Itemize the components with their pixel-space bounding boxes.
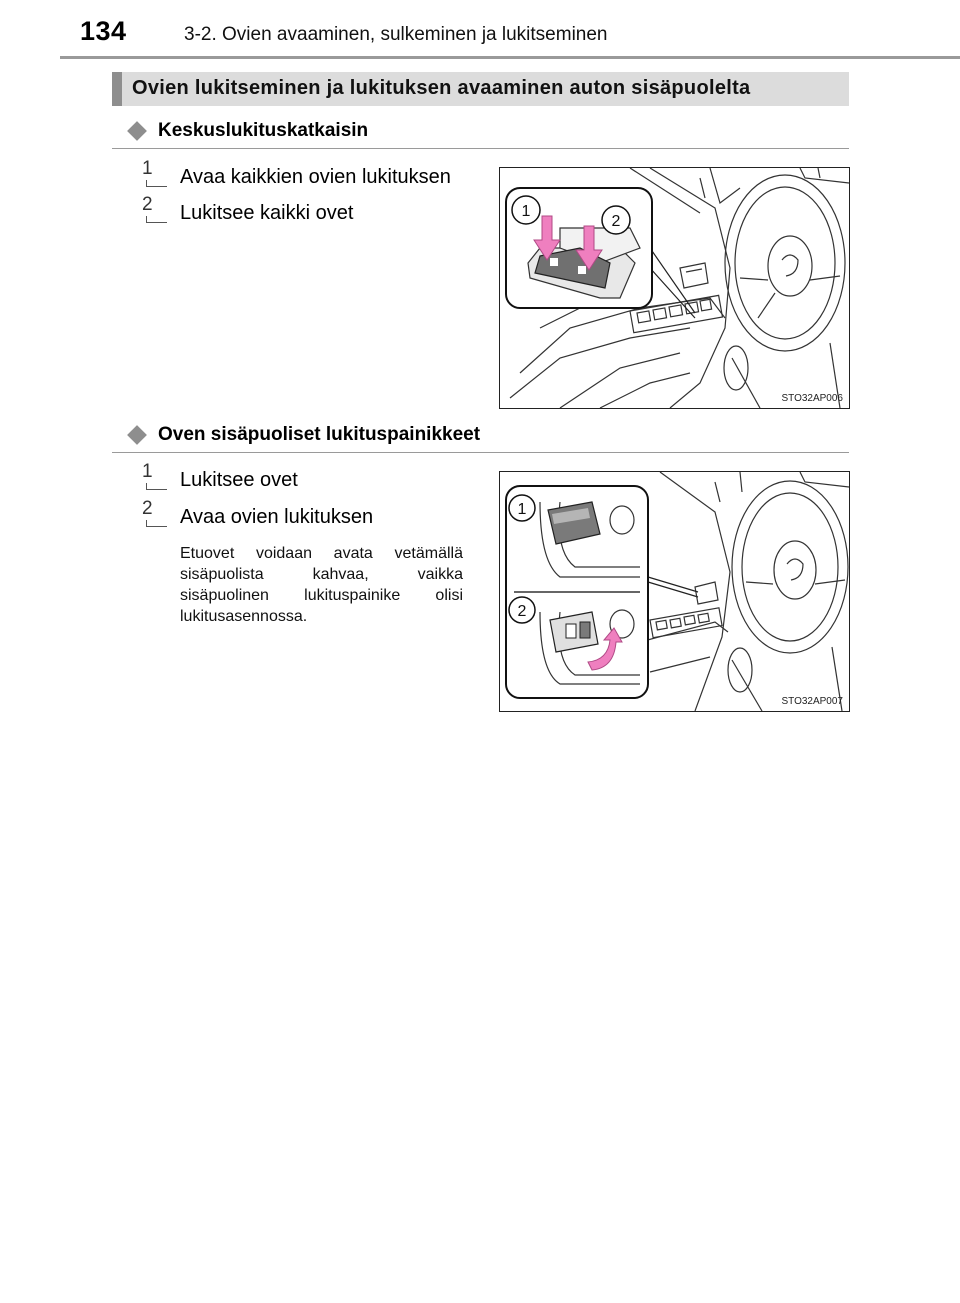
door-lock-button-illustration [500,472,849,711]
page-number: 134 [80,16,127,46]
step-text: Lukitsee kaikki ovet [180,202,354,224]
banner-accent-bar [112,72,122,106]
figure-code: STO32AP007 [781,696,843,707]
subsection-divider [112,148,849,149]
section-title: Ovien lukitseminen ja lukituksen avaaminen auton sisäpuolelta [132,77,751,99]
callout-1: 1 [521,203,531,220]
figure-inside-lock-buttons [499,471,850,712]
figure-central-lock-switch [499,167,850,409]
step-text: Avaa kaikkien ovien lukituksen [180,166,451,188]
callout-2: 2 [611,213,621,230]
callout-1: 1 [517,501,527,518]
header-divider [60,56,960,59]
diamond-bullet-icon [127,121,147,141]
chapter-title: 3-2. Ovien avaaminen, sulkeminen ja lukitseminen [184,24,608,45]
subsection-title: Oven sisäpuoliset lukituspainikkeet [158,424,481,445]
diamond-bullet-icon [127,425,147,445]
step-number: 2 [142,194,164,216]
subsection-divider [112,452,849,453]
step-text: Lukitsee ovet [180,469,298,491]
door-interior-illustration [500,168,849,408]
figure-code: STO32AP006 [781,393,843,404]
subsection-title: Keskuslukituskatkaisin [158,120,369,141]
step-number: 1 [142,158,164,180]
step-text: Avaa ovien lukituksen [180,506,374,528]
note-text: Etuovet voidaan avata vetämällä sisäpuolista kahvaa, vaikka sisäpuolinen lukituspainike olisi lukitusasennossa. [180,545,463,625]
step-number: 2 [142,498,164,520]
step-number: 1 [142,461,164,483]
callout-2: 2 [517,603,527,620]
section-banner [112,72,849,106]
